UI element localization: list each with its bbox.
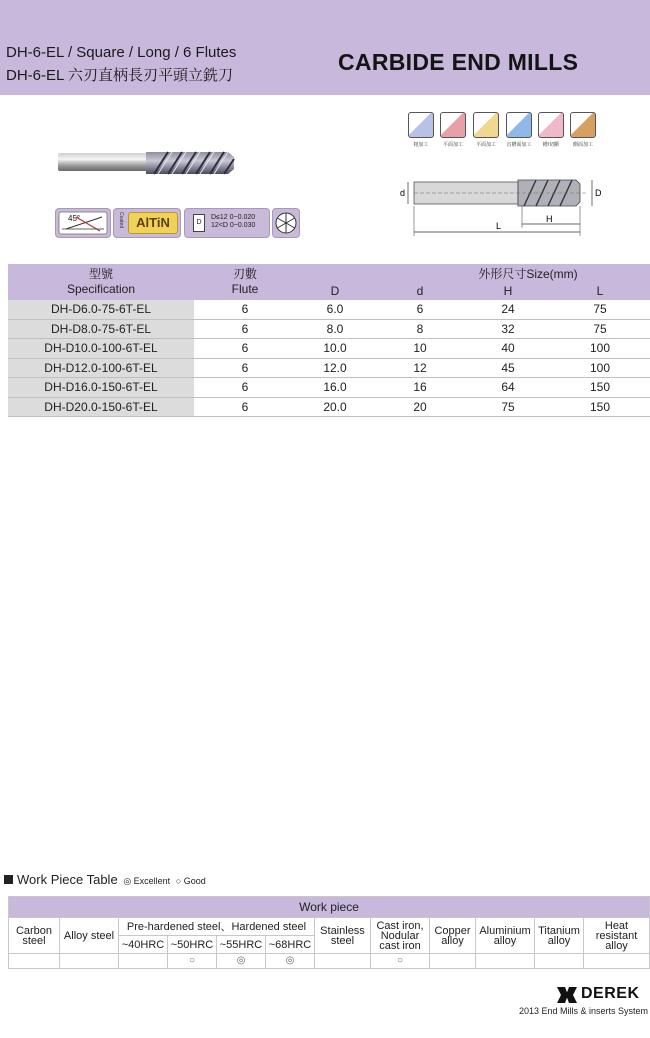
flute-header-en: Flute <box>194 282 296 300</box>
cell-D: 12.0 <box>296 358 374 378</box>
cell-spec: DH-D20.0-150-6T-EL <box>8 397 194 417</box>
rating-cell <box>535 954 584 969</box>
cell-D: 8.0 <box>296 319 374 339</box>
cell-L: 150 <box>550 378 650 398</box>
rating-cell <box>9 954 60 969</box>
stainless-header: Stainless steel <box>315 918 371 954</box>
work-piece-heading <box>4 872 206 887</box>
cell-flute: 6 <box>194 397 296 417</box>
machining-swatch-icon <box>570 112 596 138</box>
cell-D: 20.0 <box>296 397 374 417</box>
rating-cell <box>315 954 371 969</box>
rating-cell <box>584 954 650 969</box>
L-header: L <box>550 282 650 300</box>
rating-cell <box>476 954 535 969</box>
page-header <box>0 0 650 95</box>
product-title-zh: DH-6-EL 六刃直柄長刃平頭立銑刀 <box>6 67 233 84</box>
dim-D-label: D <box>595 188 602 198</box>
heat-resistant-header: Heat resistant alloy <box>584 918 650 954</box>
rating-cell: ○ <box>168 954 217 969</box>
coating-name: AlTiN <box>128 212 178 234</box>
machining-swatch-icon <box>473 112 499 138</box>
cell-H: 75 <box>466 397 550 417</box>
machining-icon <box>473 112 499 148</box>
cell-H: 32 <box>466 319 550 339</box>
table-row <box>8 319 650 339</box>
work-piece-group-header: Work piece <box>9 897 650 918</box>
cell-spec: DH-D12.0-100-6T-EL <box>8 358 194 378</box>
cell-d: 16 <box>374 378 466 398</box>
helix-angle-icon <box>56 209 110 237</box>
machining-icon <box>506 112 532 148</box>
machining-icon <box>570 112 596 148</box>
spec-header-zh: 型號 <box>8 264 194 282</box>
derek-logo <box>557 985 650 1005</box>
copper-header: Copper alloy <box>430 918 476 954</box>
machining-label: 側面加工 <box>572 142 593 148</box>
cell-flute: 6 <box>194 378 296 398</box>
helix-angle-label: 45° <box>68 214 81 223</box>
coated-label: Coated <box>118 212 124 229</box>
prehardened-header: Pre-hardened steel、Hardened steel <box>119 918 315 936</box>
cell-H: 24 <box>466 300 550 319</box>
cell-spec: DH-D8.0-75-6T-EL <box>8 319 194 339</box>
machining-label: 盲槽面加工 <box>506 142 532 148</box>
D-header: D <box>296 282 374 300</box>
cell-H: 45 <box>466 358 550 378</box>
cell-L: 100 <box>550 339 650 359</box>
hrc-50-header: ~50HRC <box>168 936 217 954</box>
rating-cell: ◎ <box>217 954 266 969</box>
machining-label: 槽/切斷 <box>542 142 560 148</box>
cell-L: 75 <box>550 300 650 319</box>
cell-D: 10.0 <box>296 339 374 359</box>
cell-d: 20 <box>374 397 466 417</box>
carbon-steel-header: Carbon steel <box>9 918 60 954</box>
cell-H: 64 <box>466 378 550 398</box>
dim-d-label: d <box>400 188 406 198</box>
cell-flute: 6 <box>194 358 296 378</box>
flute-count-badge <box>272 208 300 238</box>
machining-label: 平面加工 <box>475 142 496 148</box>
cell-d: 6 <box>374 300 466 319</box>
machining-label: 粗加工 <box>413 142 429 148</box>
table-row <box>8 397 650 417</box>
legend-excellent: ◎ Excellent <box>123 876 171 886</box>
helix-angle-badge <box>55 208 111 238</box>
aluminium-header: Aluminium alloy <box>476 918 535 954</box>
titanium-header: Titanium alloy <box>535 918 584 954</box>
cell-flute: 6 <box>194 300 296 319</box>
H-header: H <box>466 282 550 300</box>
cell-spec: DH-D10.0-100-6T-EL <box>8 339 194 359</box>
dimension-diagram <box>398 176 610 240</box>
size-group-header: 外形尺寸Size(mm) <box>296 264 650 282</box>
cell-d: 8 <box>374 319 466 339</box>
tolerance-badge <box>184 208 270 238</box>
cast-iron-header: Cast iron, Nodular cast iron <box>371 918 430 954</box>
cell-L: 100 <box>550 358 650 378</box>
cell-H: 40 <box>466 339 550 359</box>
catalog-title: CARBIDE END MILLS <box>338 49 579 75</box>
machining-icon <box>440 112 466 148</box>
table-row <box>8 358 650 378</box>
tolerance-line-2: 12<D 0~0.030 <box>211 222 256 229</box>
tolerance-d-icon: D <box>193 214 205 232</box>
cell-flute: 6 <box>194 319 296 339</box>
machining-icon <box>408 112 434 148</box>
end-mill-image <box>58 145 236 181</box>
machining-swatch-icon <box>506 112 532 138</box>
dim-H-label: H <box>546 214 553 224</box>
cell-d: 12 <box>374 358 466 378</box>
work-piece-title: Work Piece Table <box>17 872 118 887</box>
cell-L: 75 <box>550 319 650 339</box>
machining-swatch-icon <box>440 112 466 138</box>
hrc-55-header: ~55HRC <box>217 936 266 954</box>
product-title-en: DH-6-EL / Square / Long / 6 Flutes <box>6 44 237 61</box>
dim-L-label: L <box>496 221 502 231</box>
machining-swatch-icon <box>408 112 434 138</box>
rating-cell <box>60 954 119 969</box>
footer-caption: 2013 End Mills & inserts System <box>518 1006 648 1016</box>
table-row <box>8 300 650 319</box>
work-piece-table <box>8 896 650 969</box>
cell-d: 10 <box>374 339 466 359</box>
alloy-steel-header: Alloy steel <box>60 918 119 954</box>
table-row <box>8 378 650 398</box>
brand-name: DEREK <box>581 985 640 1002</box>
flute-header-zh: 刃數 <box>194 264 296 282</box>
square-bullet-icon <box>4 875 13 884</box>
cell-spec: DH-D6.0-75-6T-EL <box>8 300 194 319</box>
six-flute-icon <box>273 209 299 237</box>
specification-table <box>8 264 650 417</box>
cell-D: 6.0 <box>296 300 374 319</box>
cell-spec: DH-D16.0-150-6T-EL <box>8 378 194 398</box>
d-header: d <box>374 282 466 300</box>
cell-flute: 6 <box>194 339 296 359</box>
rating-cell: ◎ <box>266 954 315 969</box>
machining-icon <box>538 112 564 148</box>
spec-header-en: Specification <box>8 282 194 300</box>
legend-good: ○ Good <box>175 876 206 886</box>
rating-cell: ○ <box>371 954 430 969</box>
coating-badge <box>113 208 181 238</box>
machining-swatch-icon <box>538 112 564 138</box>
table-row <box>8 339 650 359</box>
derek-logo-icon <box>557 987 577 1003</box>
tolerance-line-1: D≤12 0~0.020 <box>211 214 256 221</box>
cell-D: 16.0 <box>296 378 374 398</box>
rating-cell <box>119 954 168 969</box>
hrc-68-header: ~68HRC <box>266 936 315 954</box>
machining-label: 平面加工 <box>442 142 463 148</box>
rating-cell <box>430 954 476 969</box>
hrc-40-header: ~40HRC <box>119 936 168 954</box>
cell-L: 150 <box>550 397 650 417</box>
